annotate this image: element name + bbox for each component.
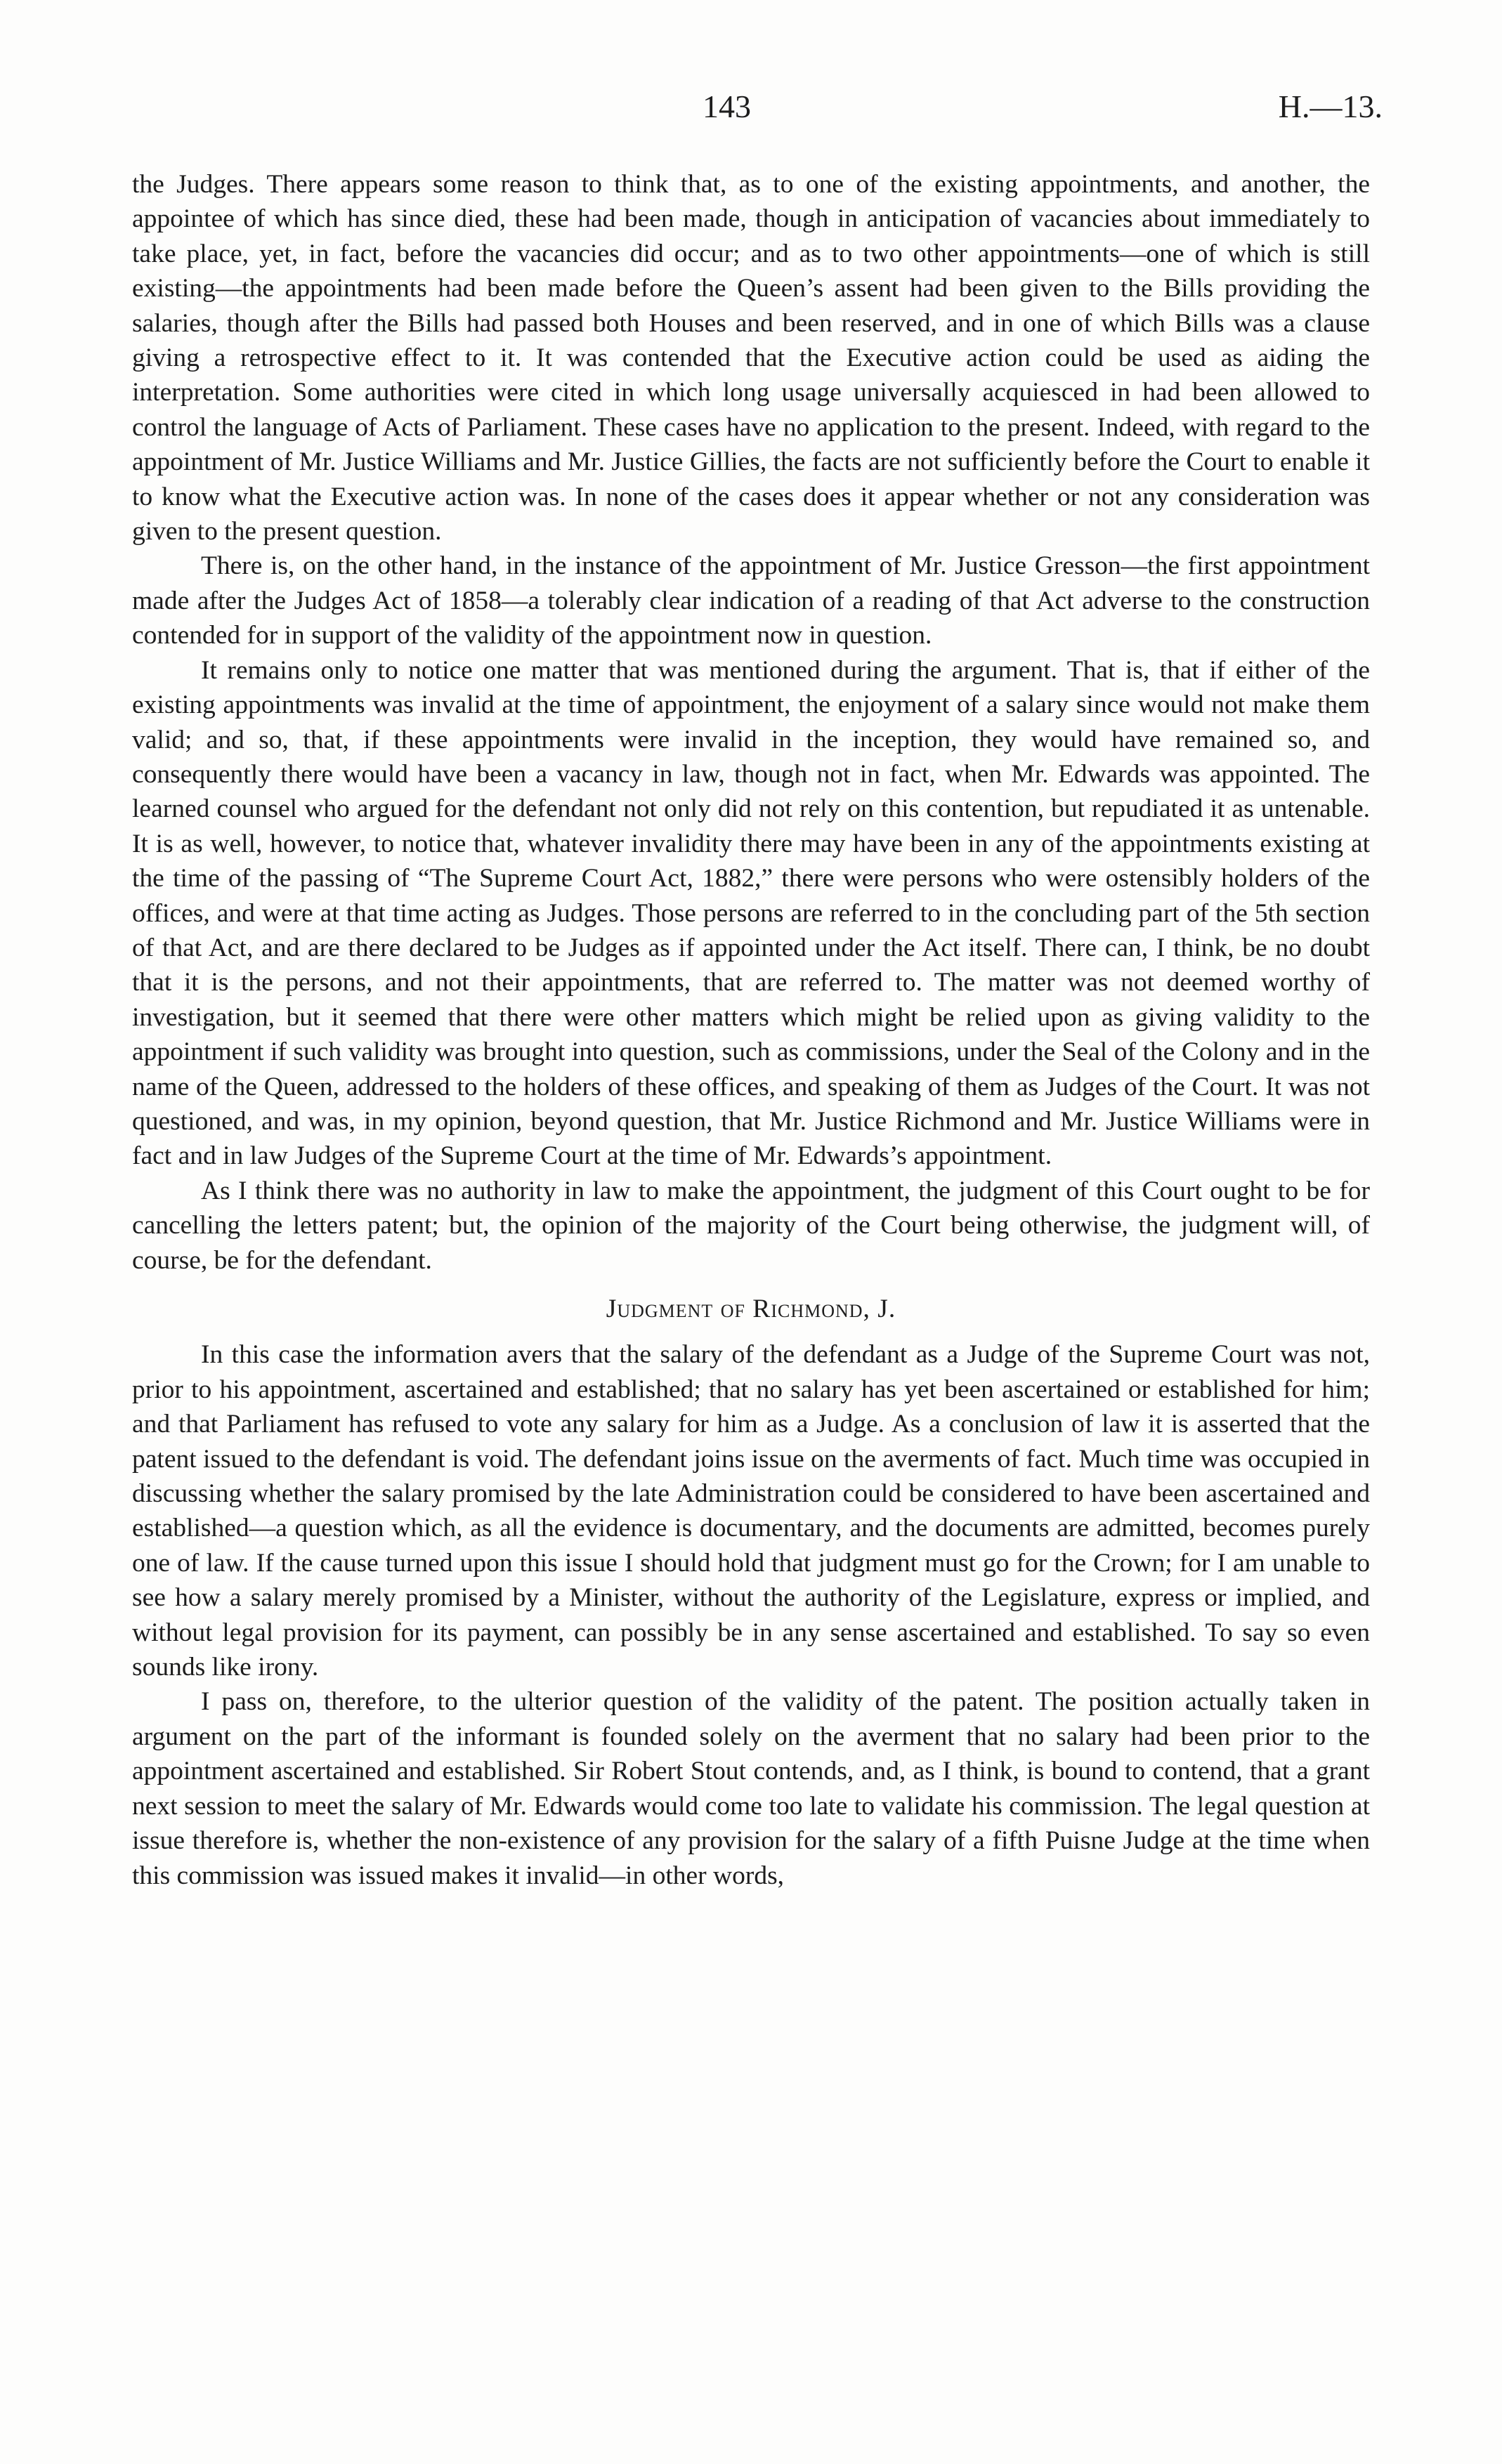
page-number: 143 [703,89,751,124]
paragraph: I pass on, therefore, to the ulterior question of the validity of the patent. The position actually taken in argument on the part of the informant is founded solely on the averment that no salary had been prior to the appointment ascertained and established. Sir Robert Stout contends, and, as I think, is bound to contend, that a grant next session to meet the salary of Mr. Edwards would come too late to validate his commission. The legal question at issue therefore is, whether the non-existence of any provision for the salary of a fifth Puisne Judge at the time when this commission was issued makes it invalid—in other words, [132,1687,1370,1890]
paragraph: It remains only to notice one matter that was mentioned during the argument. That is, that if either of the existing appointments was invalid at the time of appointment, the enjoyment of a salary since would not make them valid; and so, that, if these appointments were invalid in the inception, they would have remained so, and consequently there would have been a vacancy in law, though not in fact, when Mr. Edwards was appointed. The learned counsel who argued for the defendant not only did not rely on this contention, but repudiated it as untenable. It is as well, however, to notice that, whatever invalidity there may have been in any of the appointments existing at the time of the passing of “The Supreme Court Act, 1882,” there were persons who were ostensibly holders of the offices, and were at that time acting as Judges. Those persons are referred to in the concluding part of the 5th section of that Act, and are there declared to be Judges as if appointed under the Act itself. There can, I think, be no doubt that it is the persons, and not their appointments, that are referred to. The matter was not deemed worthy of investigation, but it seemed that there were other matters which might be relied upon as giving validity to the appointment if such validity was brought into question, such as commissions, under the Seal of the Colony and in the name of the Queen, addressed to the holders of these offices, and speaking of them as Judges of the Court. It was not questioned, and was, in my opinion, beyond question, that Mr. Justice Richmond and Mr. Justice Williams were in fact and in law Judges of the Supreme Court at the time of Mr. Edwards’s appointment. [132,655,1370,1171]
page-header [0,88,1502,130]
section-heading: Judgment of Richmond, J. [606,1295,896,1323]
document-reference: H.—13. [1278,89,1383,124]
body-text [132,167,1370,1893]
paragraph: There is, on the other hand, in the instance of the appointment of Mr. Justice Gresson—the first appointment made after the Judges Act of 1858—a tolerably clear indication of a reading of that Act adverse to the construction contended for in support of the validity of the appointment now in question. [132,551,1370,650]
paragraph: the Judges. There appears some reason to think that, as to one of the existing appointments, and another, the appointee of which has since died, these had been made, though in anticipation of vacancies about immediately to take place, yet, in fact, before the vacancies did occur; and as to two other appointments—one of which is still existing—the appointments had been made before the Queen’s assent had been given to the Bills providing the salaries, though after the Bills had passed both Houses and been reserved, and in one of which Bills was a clause giving a retrospective effect to it. It was contended that the Executive action could be used as aiding the interpretation. Some authorities were cited in which long usage universally acquiesced in had been allowed to control the language of Acts of Parliament. These cases have no application to the present. Indeed, with regard to the appointment of Mr. Justice Williams and Mr. Justice Gillies, the facts are not sufficiently before the Court to enable it to know what the Executive action was. In none of the cases does it appear whether or not any consideration was given to the present question. [132,170,1370,546]
paragraph: As I think there was no authority in law to make the appointment, the judgment of this Court ought to be for cancelling the letters patent; but, the opinion of the majority of the Court being otherwise, the judgment will, of course, be for the defendant. [132,1176,1370,1275]
paragraph: In this case the information avers that the salary of the defendant as a Judge of the Supreme Court was not, prior to his appointment, ascertained and established; that no salary has yet been ascertained or established for him; and that Parliament has refused to vote any salary for him as a Judge. As a conclusion of law it is asserted that the patent issued to the defendant is void. The defendant joins issue on the averments of fact. Much time was occupied in discussing whether the salary promised by the late Administration could be considered to have been ascertained and established—a question which, as all the evidence is documentary, and the documents are admitted, becomes purely one of law. If the cause turned upon this issue I should hold that judgment must go for the Crown; for I am unable to see how a salary merely promised by a Minister, without the authority of the Legislature, express or implied, and without legal provision for its payment, can possibly be in any sense ascertained and established. To say so even sounds like irony. [132,1340,1370,1682]
